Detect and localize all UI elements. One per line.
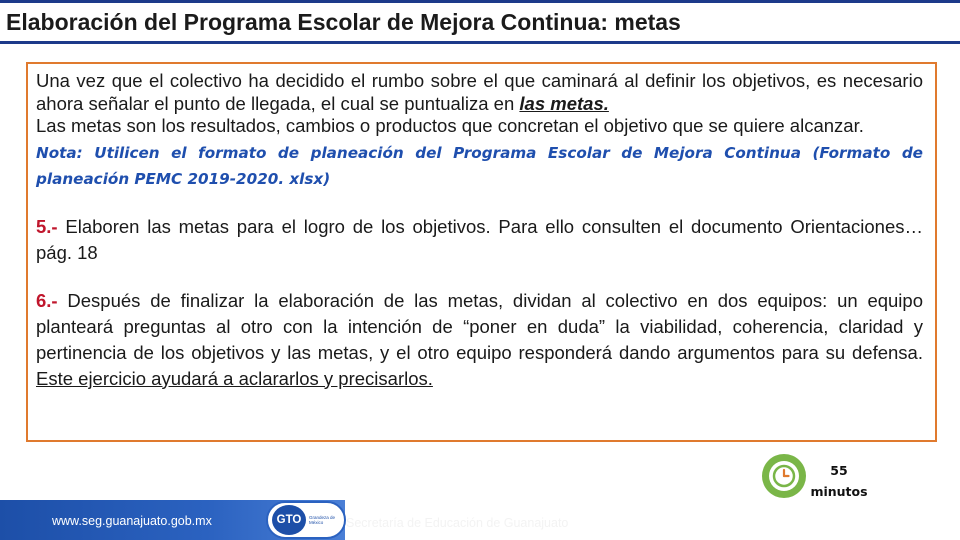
step-6-number: 6.- [36, 289, 58, 311]
intro-emphasis: las metas. [519, 92, 609, 114]
content-box [26, 62, 937, 442]
gto-logo [266, 501, 346, 539]
gto-logo-badge: GTO [272, 505, 306, 535]
step-5-number: 5.- [36, 215, 58, 237]
step-6-underlined: Este ejercicio ayudará a aclararlos y precisarlos. [36, 367, 433, 389]
step-6 [36, 288, 923, 392]
footer-url-link[interactable]: www.seg.guanajuato.gob.mx [52, 514, 212, 528]
step-5-text: Elaboren las metas para el logro de los objetivos. Para ello consulten el documento Orientaciones… pág. 18 [36, 215, 923, 263]
gto-logo-tagline: Grandeza de México [309, 515, 336, 525]
step-5 [36, 214, 923, 266]
step-6-text: Después de finalizar la elaboración de las metas, dividan al colectivo en dos equipos: un equipo planteará preguntas al otro con la intención de “poner en duda” la viabilidad, coherencia, claridad y pertinencia de los objetivos y las metas, y el otro equipo responderá dando argumentos para su defensa. [36, 289, 923, 363]
timer-unit: minutos [810, 484, 868, 499]
slide-title: Elaboración del Programa Escolar de Mejora Continua: metas [6, 8, 681, 35]
title-bar [0, 0, 960, 44]
intro-paragraph [36, 70, 923, 138]
timer-label [806, 460, 872, 502]
intro-text-1: Una vez que el colectivo ha decidido el rumbo sobre el que caminará al definir los objetivos, es necesario ahora señalar el punto de llegada, el cual se puntualiza en [36, 70, 923, 114]
intro-text-2: Las metas son los resultados, cambios o productos que concretan el objetivo que se quiere alcanzar. [36, 115, 864, 136]
note-text: Nota: Utilicen el formato de planeación del Programa Escolar de Mejora Continua (Formato de planeación PEMC 2019-2020. xlsx) [36, 143, 923, 188]
footer-secretaria: Secretaría de Educación de Guanajuato [346, 516, 569, 530]
clock-icon [762, 454, 806, 498]
timer-amount: 55 [830, 463, 848, 478]
